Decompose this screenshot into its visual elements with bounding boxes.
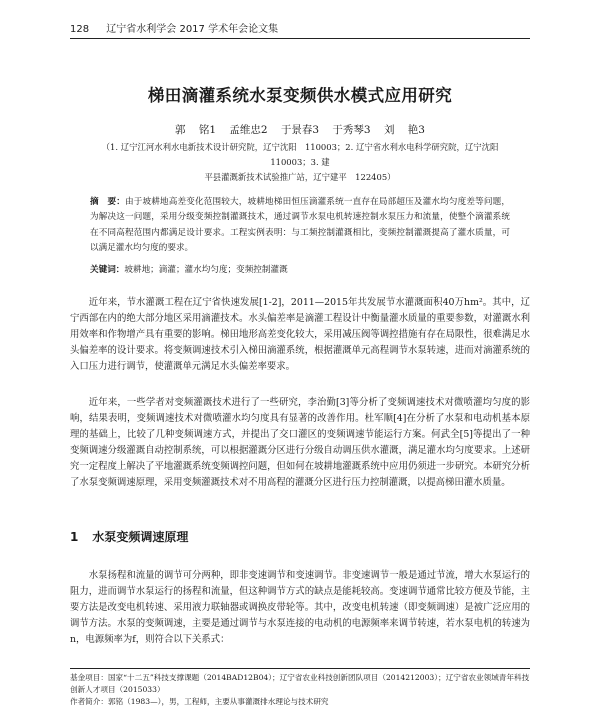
- section-heading: [70, 528, 530, 545]
- paper-title: 梯田滴灌系统水泵变频供水模式应用研究: [147, 86, 453, 105]
- fund-footnote: 基金项目：国家“十二五”科技支撑课题（2014BAD12B04）；辽宁省农业科技创新团队项目（2014212003）；辽宁省农业领域青年科技创新人才项目（2015033）: [70, 673, 530, 695]
- running-header: [70, 20, 530, 36]
- keywords-text: 坡耕地；滴灌；灌水均匀度；变频控制灌溉: [124, 265, 288, 275]
- affiliation-line-2: 平县灌溉新技术试验推广站，辽宁建平 122405）: [204, 172, 396, 182]
- keywords: [90, 263, 510, 275]
- footnotes: [70, 672, 530, 709]
- abstract: [90, 195, 510, 257]
- section-paragraph-1: 水泵扬程和流量的调节可分两种，即非变速调节和变速调节。非变速调节一般是通过节流，增大水泵运行的阻力，进而调节水泵运行的扬程和流量，但这种调节方式的缺点是能耗较高。变速调节通常比较方便及节能，主要方法是改变电机转速、采用液力联轴器或调换皮带轮等。其中，改变电机转速（即变频调速）是被广泛应用的调节方法。水泵的变频调速，主要是通过调节与水泵连接的电动机的电源频率来调节转速，若水泵电机的转速为n，电源频率为f，则符合以下关系式：: [70, 570, 530, 645]
- author-list: 郭 铭1 孟维忠2 于景春3 于秀琴3 刘 艳3: [175, 124, 425, 136]
- footnote-rule: [70, 668, 530, 669]
- abstract-label: 摘 要：: [90, 197, 126, 207]
- keywords-label: 关键词：: [90, 265, 125, 275]
- abstract-text: 由于坡耕地高差变化范围较大，坡耕地梯田恒压滴灌系统一直存在局部超压及灌水均匀度差等问题，为解决这一问题，采用分级变频控制灌溉技术，通过调节水泵电机转速控制水泵压力和流量，使整个滴灌系统在不同高程范围内都满足设计要求。工程实例表明：与工频控制灌溉相比，变频控制灌溉提高了灌水质量，可以满足灌水均匀度的要求。: [90, 197, 510, 254]
- affiliations: [80, 140, 520, 185]
- journal-name: 辽宁省水利学会 2017 学术年会论文集: [106, 24, 279, 35]
- header-rule: [70, 38, 530, 39]
- section-title: 水泵变频调速原理: [92, 530, 189, 544]
- affiliation-line-1: （1. 辽宁江河水利水电新技术设计研究院，辽宁沈阳 110003；2. 辽宁省水利水电科学研究院，辽宁沈阳 110003；3. 建: [101, 142, 507, 167]
- page-number: 128: [70, 24, 90, 35]
- intro-paragraph-1: 近年来，节水灌溉工程在辽宁省快速发展[1-2]，2011—2015年共发展节水灌溉面积40万hm²。其中，辽宁西部在内的绝大部分地区采用滴灌技术。水头偏差率是滴灌工程设计中衡量灌水质量的重要参数，对灌溉水利用效率和作物增产具有重要的影响。梯田地形高差变化较大，采用减压阀等调控措施有存在局限性，很难满足水头偏差率的设计要求。将变频调速技术引入梯田滴灌系统，根据灌溉单元高程调节水泵转速，进而对滴灌系统的入口压力进行调节，使灌溉单元满足水头偏差率要求。: [70, 297, 530, 372]
- intro-paragraph-2: 近年来，一些学者对变频灌溉技术进行了一些研究，李治勤[3]等分析了变频调速技术对微喷灌均匀度的影响，结果表明，变频调速技术对微喷灌水均匀度具有显著的改善作用。杜军顺[4]在分析了水泵和电动机基本原理的基础上，比较了几种变频调速方式，并提出了交口灌区的变频调速节能运行方案。何武全[5]等提出了一种变频调速分级灌溉自动控制系统，可以根据灌溉分区进行分级自动调压供水灌溉，满足灌水均匀度要求。上述研究一定程度上解决了平地灌溉系统变频调控问题，但如何在坡耕地灌溉系统中应用仍须进一步研究。本研究分析了水泵变频调速原理，采用变频灌溉技术对不用高程的灌溉分区进行压力控制灌溉，以提高梯田灌水质量。: [70, 397, 530, 488]
- section-number: 1: [70, 530, 79, 544]
- author-footnote: 作者简介：郭铭（1983—），男，工程师，主要从事灌溉排水理论与技术研究: [70, 697, 329, 707]
